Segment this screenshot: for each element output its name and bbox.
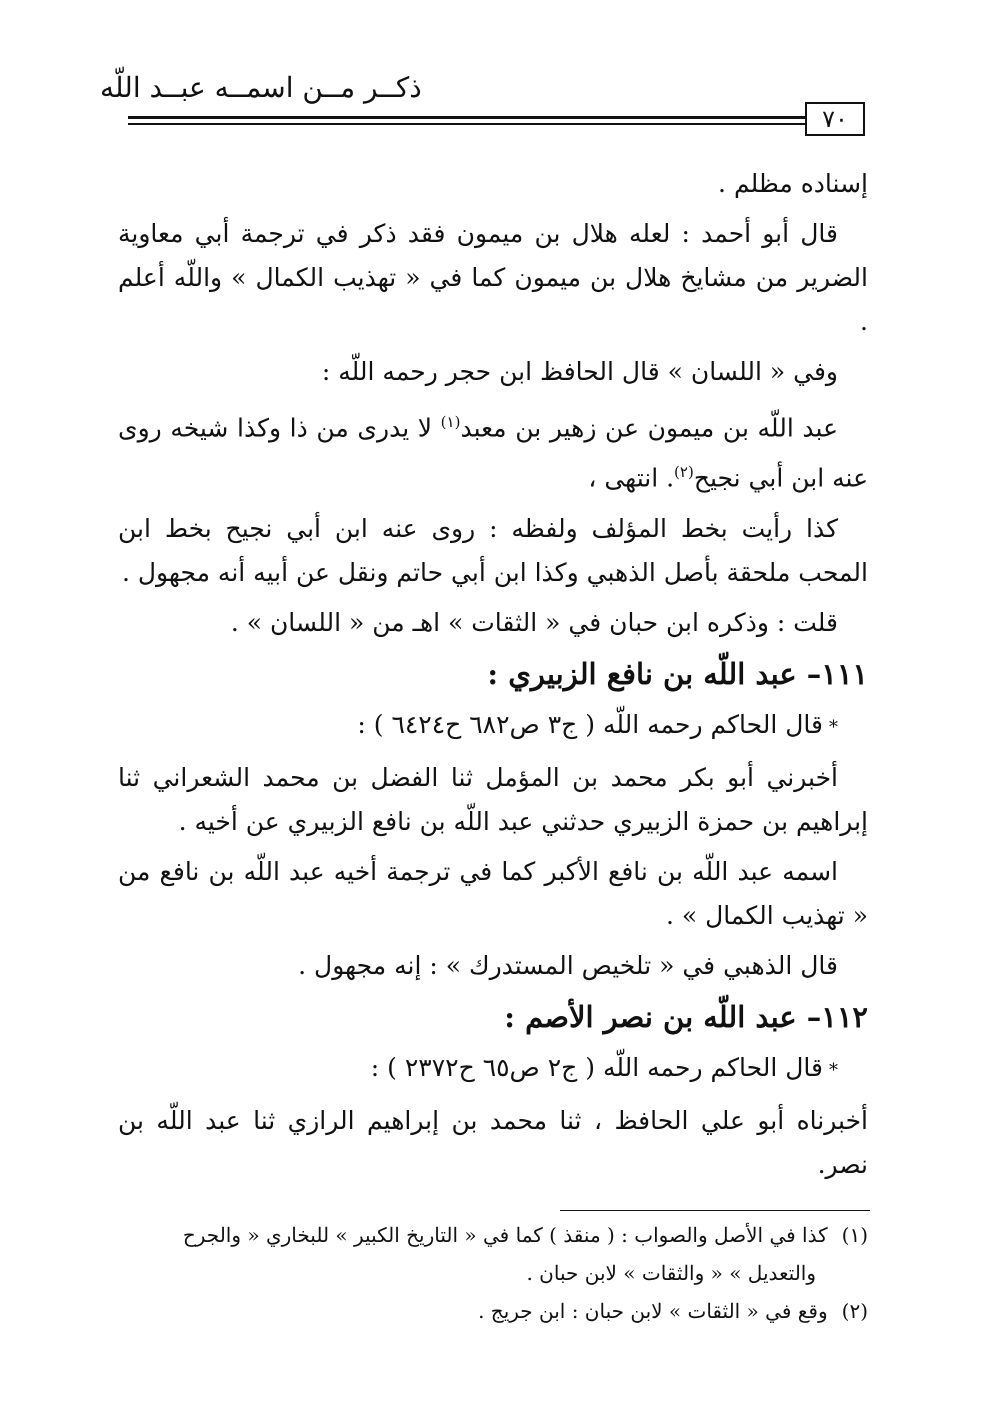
quote-part-1: عبد اللّه بن ميمون عن زهير بن معبد [460,413,838,443]
heading-entry-111: ١١١– عبد اللّه بن نافع الزبيري : [487,656,868,691]
page-number: ٧٠ [805,102,865,136]
running-header-title: ذكــر مــن اسمــه عبــد اللّه [100,71,422,104]
paragraph-isnad: إسناده مظلم . [718,169,868,198]
footnote-text: وقع في « الثقات » لابن حبان : ابن جريج . [478,1299,828,1323]
footnote-number: (٢) [841,1299,868,1323]
footnote-ref-2: (٢) [674,463,694,482]
header-rule-thick [128,116,805,119]
paragraph-lisan-intro: وفي « اللسان » قال الحافظ ابن حجر رحمه اللّه : [321,357,838,386]
paragraph-lisan-quote [118,400,868,501]
main-text [118,162,868,1193]
footnote-number: (١) [841,1223,868,1247]
hadith-reference-112 [118,1046,868,1093]
paragraph-isnad-112: أخبرناه أبو علي الحافظ ، ثنا محمد بن إبراهيم الرازي ثنا عبد اللّه بن نصر. [118,1105,868,1179]
paragraph-dhahabi: قال الذهبي في « تلخيص المستدرك » : إنه مجهول . [298,950,838,980]
star-icon: * [829,1059,838,1081]
reference-text: قال الحاكم رحمه اللّه ( ج٣ ص٦٨٢ ح٦٤٢٤ ) : [357,709,823,739]
heading-entry-112: ١١٢– عبد اللّه بن نصر الأصم : [504,999,868,1034]
paragraph-isnad-111: أخبرني أبو بكر محمد بن المؤمل ثنا الفضل بن محمد الشعراني ثنا إبراهيم بن حمزة الزبيري حدثني عبد اللّه بن نافع الزبيري عن أخيه . [118,762,868,836]
footnotes [118,1218,868,1332]
hadith-reference-111 [118,703,868,750]
quote-part-3: . انتهى ، [588,463,675,493]
star-icon: * [829,716,838,738]
paragraph-abu-ahmad: قال أبو أحمد : لعله هلال بن ميمون فقد ذكر في ترجمة أبي معاوية الضرير من مشايخ هلال بن ميمون كما في « تهذيب الكمال » واللّه أعلم . [118,219,868,336]
footnote-ref-1: (١) [440,413,461,431]
footnote-text: كذا في الأصل والصواب : ( منقذ ) كما في « التاريخ الكبير » للبخاري « والجرح [182,1223,828,1247]
footnote-2 [118,1294,868,1328]
paragraph-author-note: كذا رأيت بخط المؤلف ولفظه : روى عنه ابن أبي نجيح بخط ابن المحب ملحقة بأصل الذهبي وكذا ابن أبي حاتم ونقل عن أبيه أنه مجهول . [118,513,868,587]
footnote-separator [560,1210,870,1211]
footnote-1 [118,1218,868,1252]
quote-part-2: لا يدرى من ذا وكذا شيخه روى عنه ابن أبي نجيح [118,413,868,493]
reference-text: قال الحاكم رحمه اللّه ( ج٢ ص٦٥ ح٢٣٧٢ ) : [370,1052,823,1082]
footnote-1-continued: والتعديل » « والثقات » لابن حبان . [526,1261,816,1285]
header-rule-thin [128,123,805,125]
paragraph-name-note: اسمه عبد اللّه بن نافع الأكبر كما في ترجمة أخيه عبد اللّه بن نافع من « تهذيب الكمال » . [118,856,868,930]
paragraph-ibn-hibban: قلت : وذكره ابن حبان في « الثقات » اهـ من « اللسان » . [230,607,838,637]
